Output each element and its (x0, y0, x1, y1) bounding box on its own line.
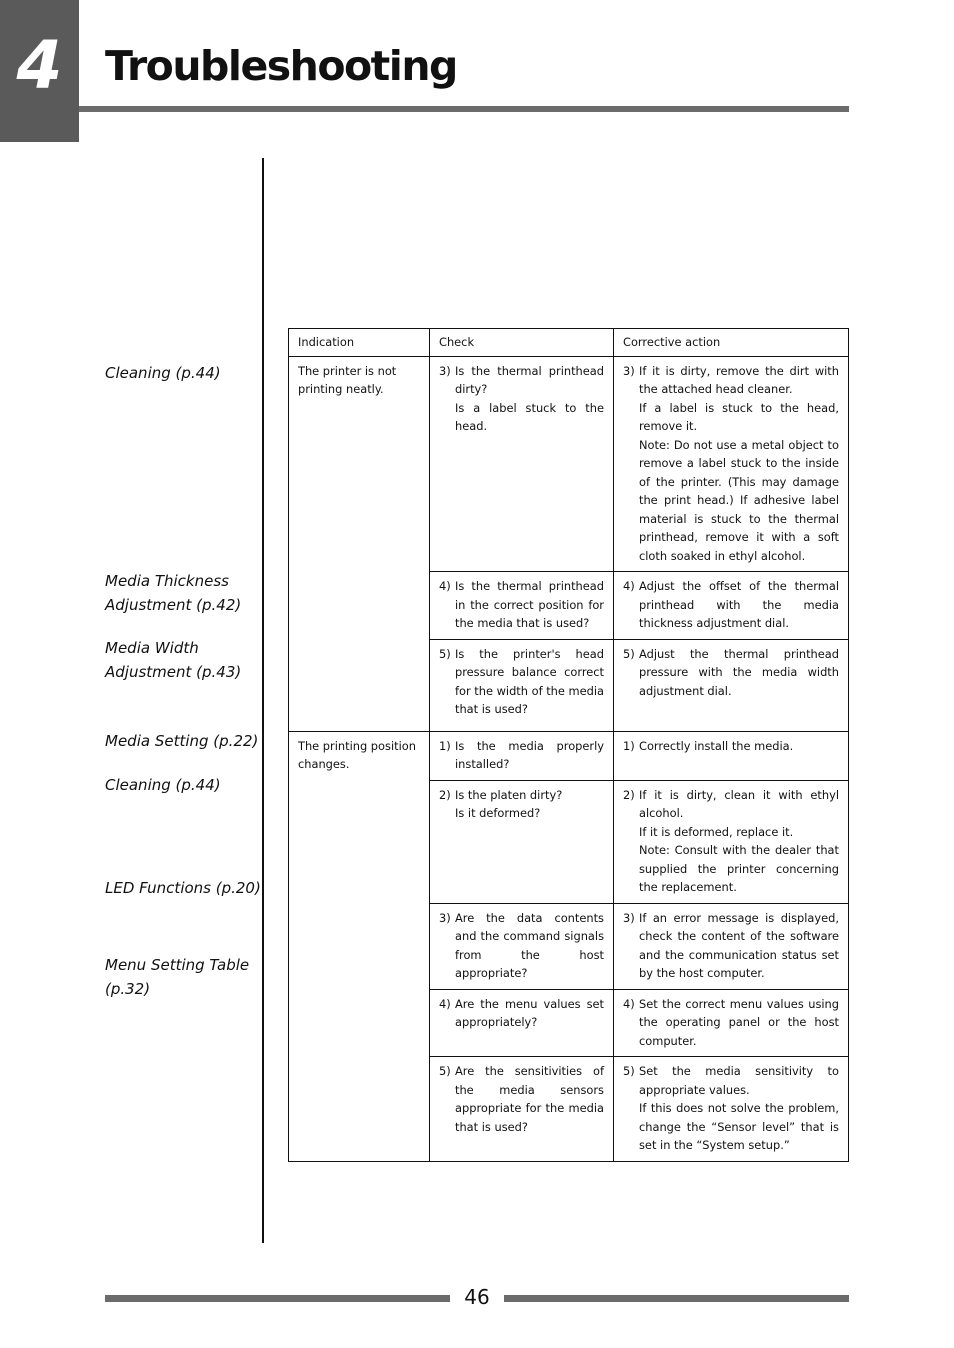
indication-cell (289, 356, 430, 731)
check-text: Is the thermal printhead in the correct position for the media that is used? (455, 579, 604, 630)
footer-rule-left (105, 1295, 450, 1302)
action-cell (614, 639, 849, 731)
check-text: Are the sensitivities of the media sensors appropriate for the media that is used? (455, 1064, 604, 1134)
indication-cell (289, 731, 430, 1161)
check-cell (430, 356, 614, 572)
ref-media-setting: Media Setting (p.22) (105, 732, 259, 750)
header-check: Check (430, 329, 614, 357)
check-text: Are the menu values set appropriately? (455, 996, 604, 1029)
action-cell (614, 903, 849, 989)
ref-cleaning-2: Cleaning (p.44) (105, 776, 221, 794)
check-cell (430, 639, 614, 731)
action-number: 3) (623, 363, 635, 378)
page-title: Troubleshooting (105, 42, 457, 90)
action-cell (614, 1057, 849, 1162)
action-number: 3) (623, 910, 635, 925)
ref-media-thickness: Media Thickness Adjustment (p.42) (105, 572, 242, 614)
action-text: If it is dirty, remove the dirt with the attached head cleaner. If a label is stuck to the head, remove it. Note: Do not use a metal object to remove a label stuck to the inside of the printer. (This may damage the print head.) If adhesive label material is stuck to the thermal printhead, remove it with a soft cloth soaked in ethyl alcohol. (639, 363, 839, 563)
indication-text: The printer is not printing neatly. (298, 363, 397, 396)
action-text: Adjust the thermal printhead pressure with the media width adjustment dial. (639, 646, 839, 698)
action-text: If an error message is displayed, check the content of the software and the communication status set by the host computer. (639, 910, 839, 980)
table-row (289, 356, 849, 572)
check-number: 4) (439, 579, 451, 593)
header-indication: Indication (289, 329, 430, 357)
check-number: 2) (439, 787, 451, 802)
action-cell (614, 731, 849, 780)
table-header-row (289, 329, 849, 357)
table-row (289, 731, 849, 780)
ref-menu-setting: Menu Setting Table (p.32) (105, 956, 250, 998)
indication-text: The printing position changes. (298, 738, 416, 771)
troubleshooting-table (288, 328, 849, 1162)
action-cell (614, 356, 849, 572)
action-cell (614, 572, 849, 640)
action-number: 5) (623, 1064, 635, 1078)
action-cell (614, 989, 849, 1057)
ref-led-functions: LED Functions (p.20) (105, 879, 261, 897)
action-number: 4) (623, 996, 635, 1011)
check-cell (430, 572, 614, 640)
chapter-number-box (0, 0, 79, 142)
check-text: Is the media properly installed? (455, 738, 604, 771)
title-rule (79, 106, 849, 112)
check-number: 4) (439, 996, 451, 1011)
action-cell (614, 780, 849, 903)
margin-divider (262, 158, 264, 1243)
ref-cleaning-1: Cleaning (p.44) (105, 364, 221, 382)
header-corrective-action: Corrective action (614, 329, 849, 357)
check-number: 3) (439, 363, 451, 378)
check-text: Are the data contents and the command signals from the host appropriate? (455, 910, 604, 980)
check-text: Is the printer's head pressure balance correct for the width of the media that is used? (455, 646, 605, 716)
action-text: Adjust the offset of the thermal printhead with the media thickness adjustment dial. (639, 579, 839, 630)
check-cell (430, 1057, 614, 1162)
chapter-number: 4 (16, 27, 63, 104)
check-text: Is the thermal printhead dirty? Is a label stuck to the head. (455, 363, 604, 433)
ref-media-width: Media Width Adjustment (p.43) (105, 639, 242, 681)
action-text: Set the media sensitivity to appropriate values. If this does not solve the problem, change the “Sensor level” that is set in the “System setup.” (639, 1064, 839, 1152)
page-number: 46 (464, 1285, 490, 1309)
action-text: If it is dirty, clean it with ethyl alcohol. If it is deformed, replace it. Note: Consult with the dealer that supplied the printer concerning the replacement. (639, 787, 839, 894)
check-text: Is the platen dirty? Is it deformed? (455, 787, 563, 820)
check-number: 5) (439, 1064, 451, 1078)
action-number: 5) (623, 646, 635, 661)
action-number: 4) (623, 579, 635, 593)
check-cell (430, 780, 614, 903)
check-cell (430, 989, 614, 1057)
action-number: 1) (623, 738, 635, 753)
action-number: 2) (623, 787, 635, 802)
check-number: 3) (439, 910, 451, 925)
action-text: Set the correct menu values using the operating panel or the host computer. (639, 996, 839, 1048)
footer-rule-right (504, 1295, 849, 1302)
check-cell (430, 903, 614, 989)
action-text: Correctly install the media. (639, 738, 794, 753)
check-number: 1) (439, 738, 451, 753)
check-number: 5) (439, 646, 451, 661)
check-cell (430, 731, 614, 780)
